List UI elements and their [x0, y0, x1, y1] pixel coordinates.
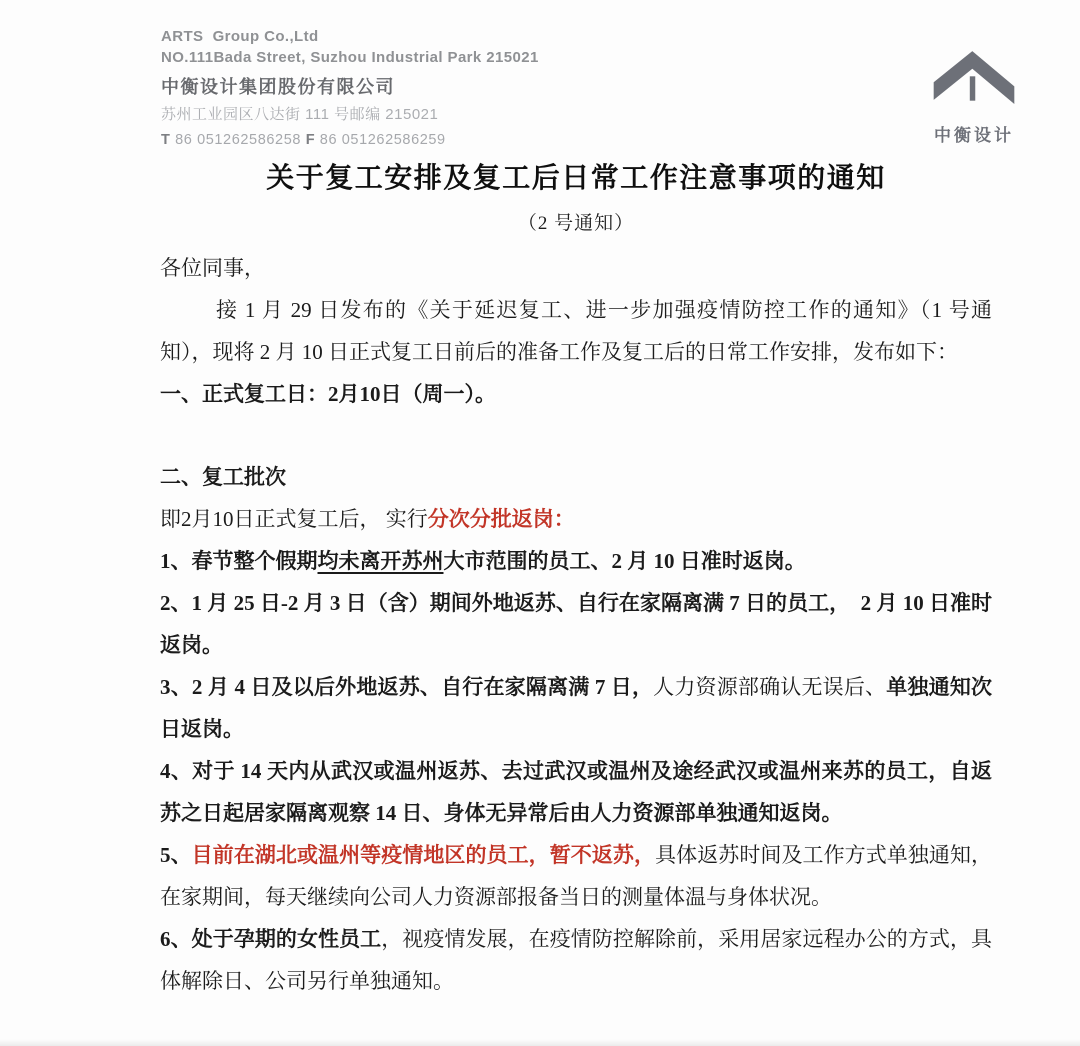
- text-segment: 一、正式复工日：2月10日（周一）。: [160, 382, 496, 407]
- document-body: [160, 247, 992, 1002]
- section-2-intro: [160, 498, 992, 540]
- item-3: [160, 666, 992, 750]
- logo-text: 中衡设计: [934, 126, 1014, 145]
- company-address-en: NO.111Bada Street, Suzhou Industrial Park 215021: [161, 49, 539, 66]
- text-segment: 5、: [160, 843, 192, 868]
- text-segment: 4、对于 14 天内从武汉或温州返苏、去过武汉或温州及途经武汉或温州来苏的员工，自返苏之日起居家隔离观察 14 日、身体无异常后由人力资源部单独通知返岗。: [160, 759, 992, 826]
- text-segment: 2、1 月 25 日-2 月 3 日（含）期间外地返苏、自行在家隔离满 7 日的员工， 2 月 10 日准时返岗。: [160, 591, 992, 658]
- text-segment: 二、复工批次: [160, 465, 286, 490]
- tel-label: T: [161, 132, 171, 148]
- text-segment: 3、2 月 4 日及以后外地返苏、自行在家隔离满 7 日，: [160, 675, 654, 700]
- company-name-cn: 中衡设计集团股份有限公司: [161, 77, 395, 97]
- section-2-heading: [160, 456, 992, 498]
- item-5: [160, 834, 992, 918]
- text-segment: ，视疫情发展，在疫情防控解除前，采用居家远程办公的方式，具体解除日、公司另行单独通知。: [160, 927, 993, 994]
- document-subtitle: （2 号通知）: [517, 213, 635, 235]
- text-segment: 大市范围的员工、2 月 10 日准时返岗。: [443, 549, 806, 574]
- intro-paragraph: [160, 289, 992, 373]
- salutation: [160, 247, 992, 289]
- text-segment: 具体返苏时间及工作方式单独通知，在家期间，每天继续向公司人力资源部报备当日的测量体温与身体状况。: [160, 843, 993, 910]
- text-segment: 6、处于孕期的女性员工: [160, 927, 382, 952]
- text-segment: 1、春节整个假期: [160, 549, 318, 574]
- text-segment: 即2月10日正式复工后， 实行: [160, 507, 428, 532]
- text-segment: 接 1 月 29 日发布的《关于延迟复工、进一步加强疫情防控工作的通知》（1 号通知），现将 2 月 10 日正式复工日前后的准备工作及复工后的日常工作安排，发布如下：: [160, 298, 992, 365]
- document-title: 关于复工安排及复工后日常工作注意事项的通知: [266, 162, 886, 193]
- item-1: [160, 540, 992, 582]
- fax-number: 86 051262586259: [319, 132, 446, 148]
- item-2: [160, 582, 992, 666]
- text-segment: 均未离开苏州: [317, 549, 444, 574]
- tel-number: 86 051262586258: [175, 132, 302, 148]
- text-segment: 分次分批返岗：: [427, 507, 575, 532]
- fax-label: F: [305, 132, 316, 148]
- company-name-en: ARTS Group Co.,Ltd: [161, 28, 319, 45]
- text-segment: 各位同事，: [160, 256, 265, 281]
- company-address-cn: 苏州工业园区八达街 111 号邮编 215021: [161, 106, 439, 123]
- item-4: [160, 750, 992, 834]
- text-segment: 目前在湖北或温州等疫情地区的员工，暂不返苏，: [191, 843, 656, 868]
- document-content: [160, 0, 992, 1002]
- text-segment: 人力资源部确认无误后、: [653, 675, 887, 700]
- section-1-heading: [160, 373, 992, 415]
- text-segment: 单独通知次日返岗。: [160, 675, 993, 742]
- item-6: [160, 918, 992, 1002]
